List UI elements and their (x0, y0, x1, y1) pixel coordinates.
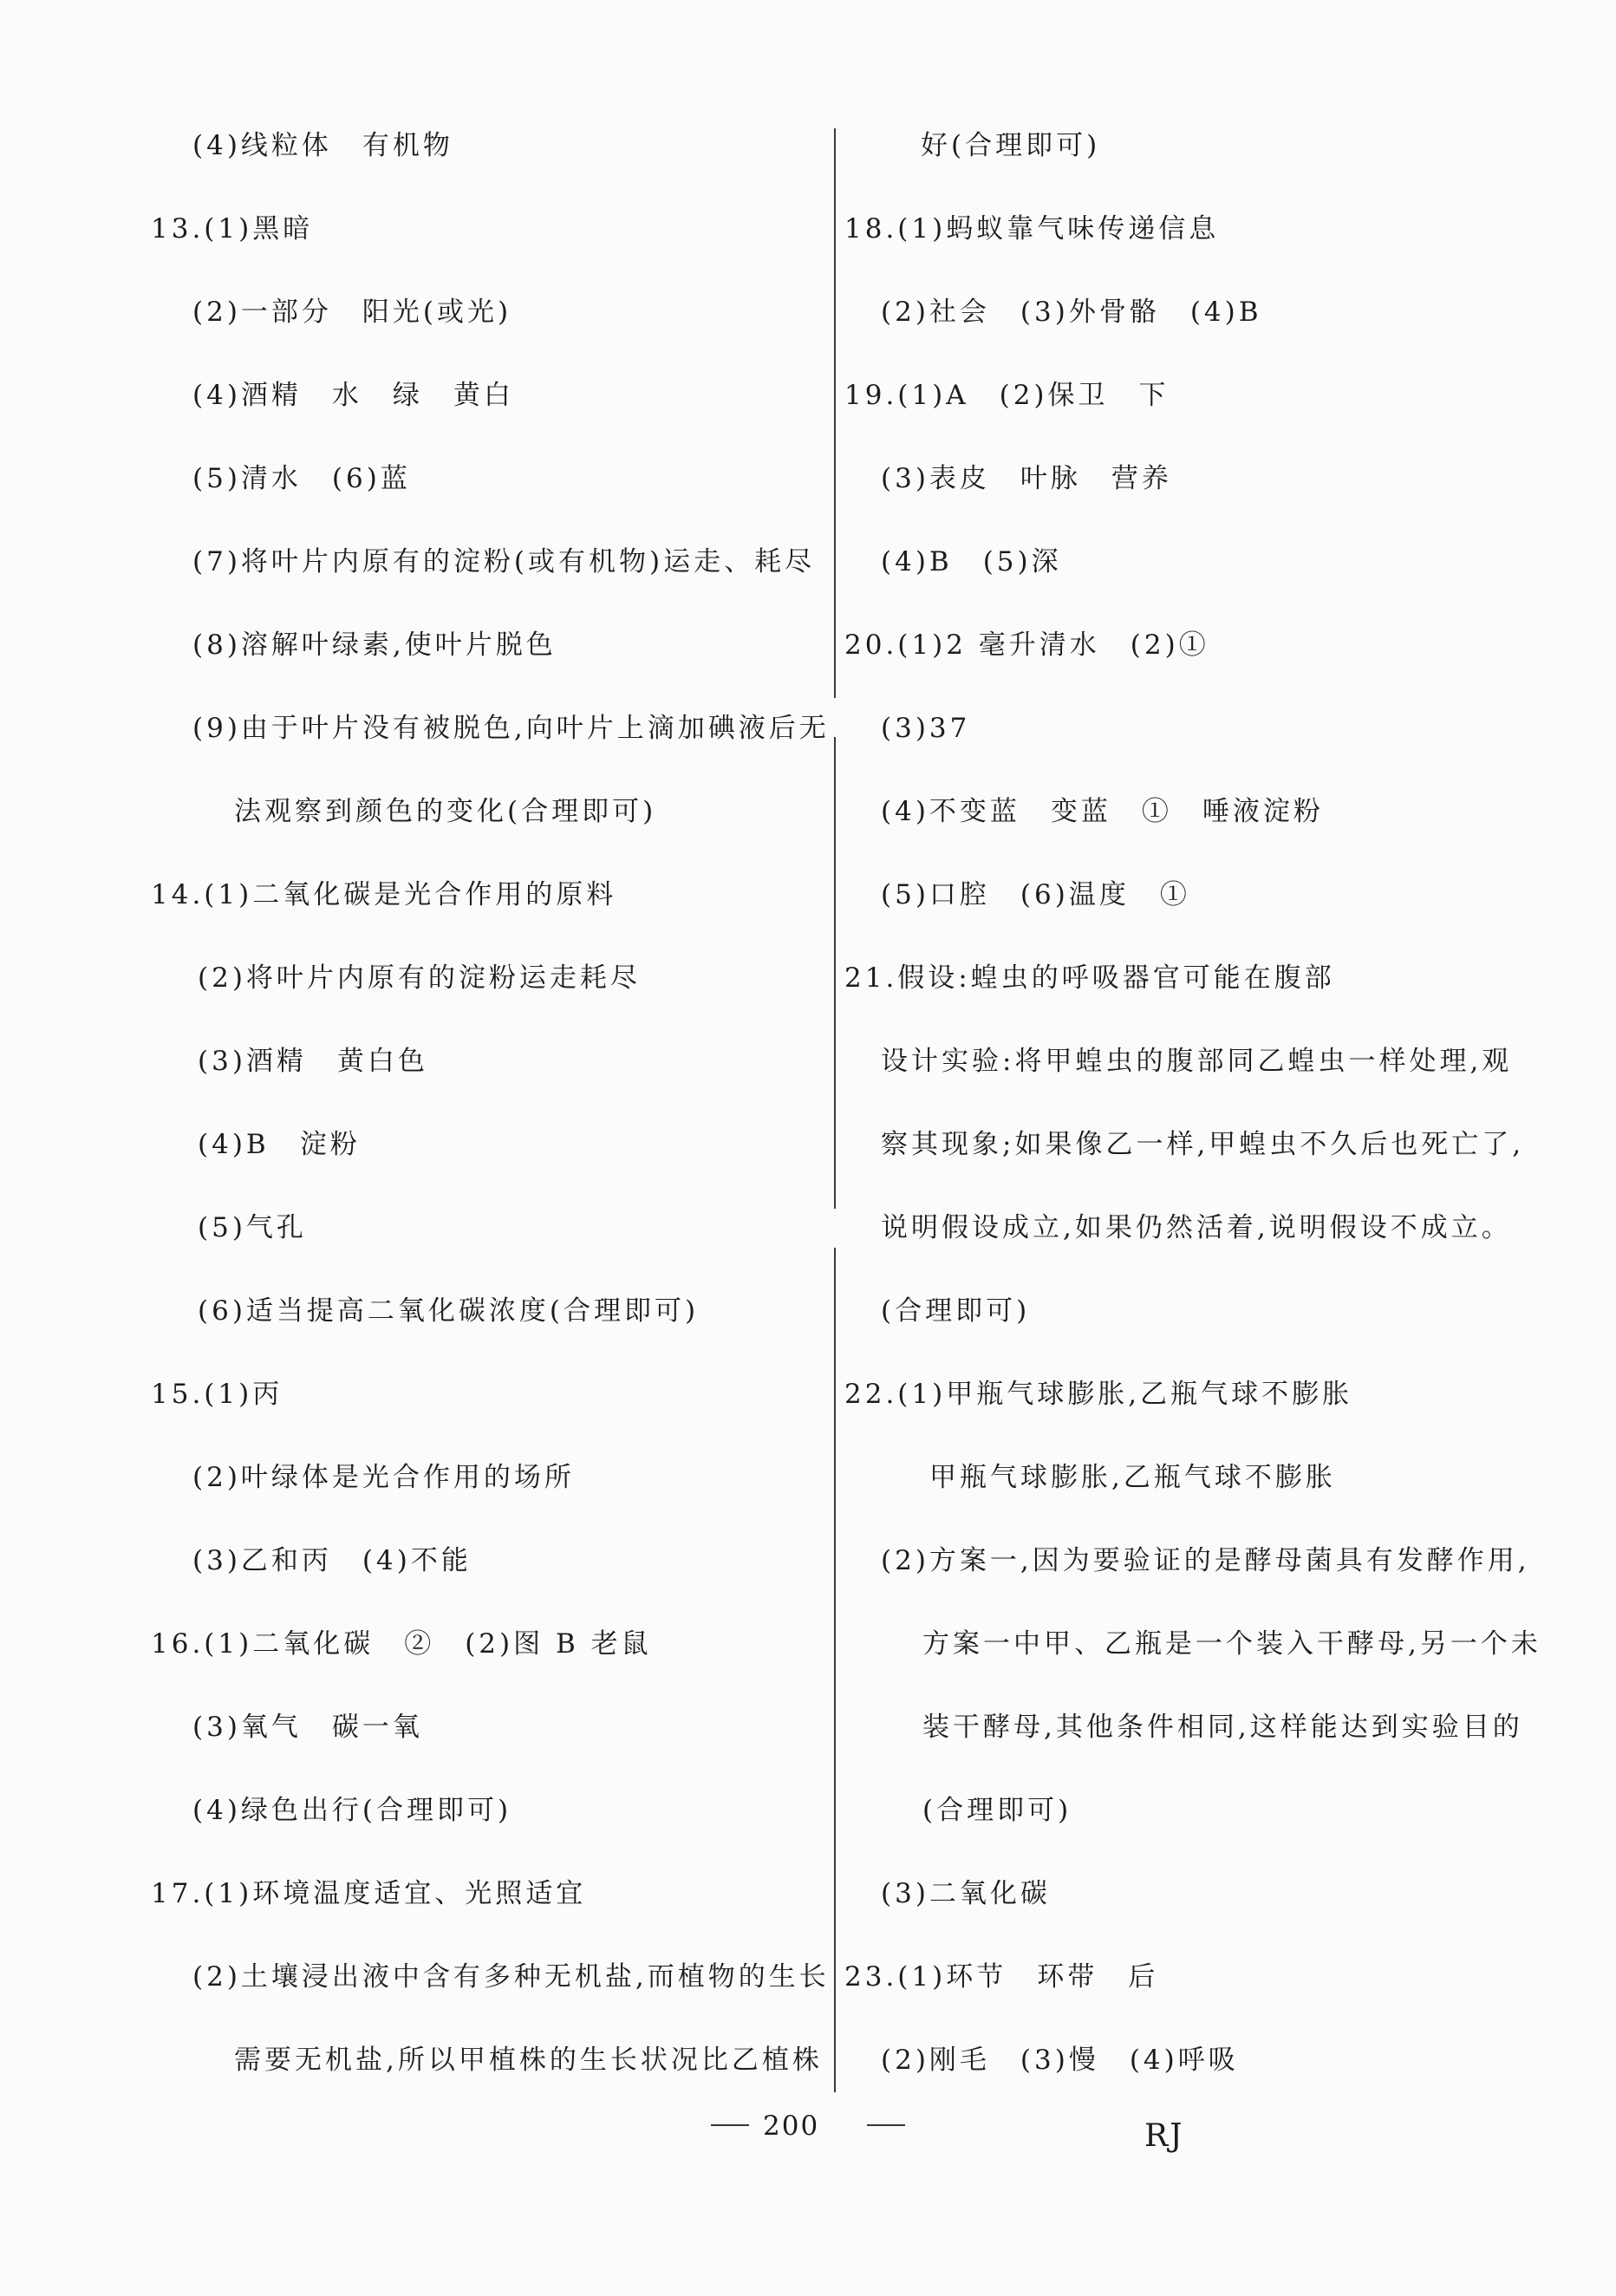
answer-line: 需要无机盐,所以甲植株的生长状况比乙植株 (234, 2045, 823, 2076)
answer-line: (4)不变蓝 变蓝 ① 唾液淀粉 (881, 796, 1324, 827)
answer-line: 17.(1)环境温度适宜、光照适宜 (151, 1878, 587, 1909)
answer-line: 察其现象;如果像乙一样,甲蝗虫不久后也死亡了, (881, 1129, 1525, 1160)
answer-line: (5)清水 (6)蓝 (192, 463, 411, 494)
answer-line: (4)线粒体 有机物 (192, 130, 453, 161)
page-number: 200 (763, 2110, 820, 2142)
answer-line: 方案一中甲、乙瓶是一个装入干酵母,另一个未 (922, 1628, 1541, 1660)
answer-line: 装干酵母,其他条件相同,这样能达到实验目的 (922, 1712, 1523, 1743)
answer-line: (2)刚毛 (3)慢 (4)呼吸 (881, 2045, 1239, 2076)
answer-line: (2)将叶片内原有的淀粉运走耗尽 (198, 962, 641, 994)
answer-line: 法观察到颜色的变化(合理即可) (234, 796, 657, 827)
answer-line: (4)绿色出行(合理即可) (192, 1795, 512, 1826)
answer-line: 23.(1)环节 环带 后 (844, 1961, 1159, 1993)
answer-line: 好(合理即可) (921, 130, 1101, 161)
answer-line: 22.(1)甲瓶气球膨胀,乙瓶气球不膨胀 (844, 1379, 1353, 1410)
answer-line: (3)氧气 碳一氧 (192, 1712, 423, 1743)
answer-line: 20.(1)2 毫升清水 (2)① (844, 629, 1209, 661)
answer-line: 设计实验:将甲蝗虫的腹部同乙蝗虫一样处理,观 (881, 1046, 1513, 1077)
answer-line: (3)表皮 叶脉 营养 (881, 463, 1172, 494)
answer-line: 甲瓶气球膨胀,乙瓶气球不膨胀 (929, 1462, 1336, 1493)
answer-line: (3)酒精 黄白色 (198, 1046, 428, 1077)
answer-line: (5)口腔 (6)温度 ① (881, 879, 1190, 910)
answer-line: (2)叶绿体是光合作用的场所 (192, 1462, 575, 1493)
page-number-dash-left (711, 2124, 749, 2126)
answer-line: (2)一部分 阳光(或光) (192, 297, 512, 328)
answer-line: 13.(1)黑暗 (151, 213, 314, 245)
answer-line: (4)B (5)深 (881, 546, 1062, 577)
answer-line: (8)溶解叶绿素,使叶片脱色 (192, 629, 557, 661)
answer-line: 21.假设:蝗虫的呼吸器官可能在腹部 (844, 962, 1335, 994)
answer-line: (3)二氧化碳 (881, 1878, 1051, 1909)
answer-line: (2)社会 (3)外骨骼 (4)B (881, 297, 1262, 328)
answer-line: (4)B 淀粉 (198, 1129, 361, 1160)
answer-line: 15.(1)丙 (151, 1379, 283, 1410)
edition-code: RJ (1144, 2118, 1184, 2154)
answer-line: (5)气孔 (198, 1212, 307, 1243)
answer-line: (7)将叶片内原有的淀粉(或有机物)运走、耗尽 (192, 546, 816, 577)
answer-line: 14.(1)二氧化碳是光合作用的原料 (151, 879, 617, 910)
answer-line: (合理即可) (881, 1295, 1031, 1327)
answer-line: (2)方案一,因为要验证的是酵母菌具有发酵作用, (881, 1545, 1530, 1576)
answer-line: 说明假设成立,如果仍然活着,说明假设不成立。 (881, 1212, 1512, 1243)
answer-line: (3)37 (881, 713, 971, 744)
right-column (839, 0, 1616, 2296)
answer-line: 16.(1)二氧化碳 ② (2)图 B 老鼠 (151, 1628, 652, 1660)
answer-line: (2)土壤浸出液中含有多种无机盐,而植物的生长 (192, 1961, 830, 1993)
answer-line: (3)乙和丙 (4)不能 (192, 1545, 472, 1576)
answer-line: 19.(1)A (2)保卫 下 (844, 380, 1170, 411)
answer-line: 18.(1)蚂蚁靠气味传递信息 (844, 213, 1220, 245)
column-divider (834, 128, 836, 2092)
answer-line: (6)适当提高二氧化碳浓度(合理即可) (198, 1295, 700, 1327)
answer-line: (9)由于叶片没有被脱色,向叶片上滴加碘液后无 (192, 713, 830, 744)
answer-line: (4)酒精 水 绿 黄白 (192, 380, 514, 411)
page-number-dash-right (867, 2124, 905, 2126)
answer-line: (合理即可) (922, 1795, 1072, 1826)
